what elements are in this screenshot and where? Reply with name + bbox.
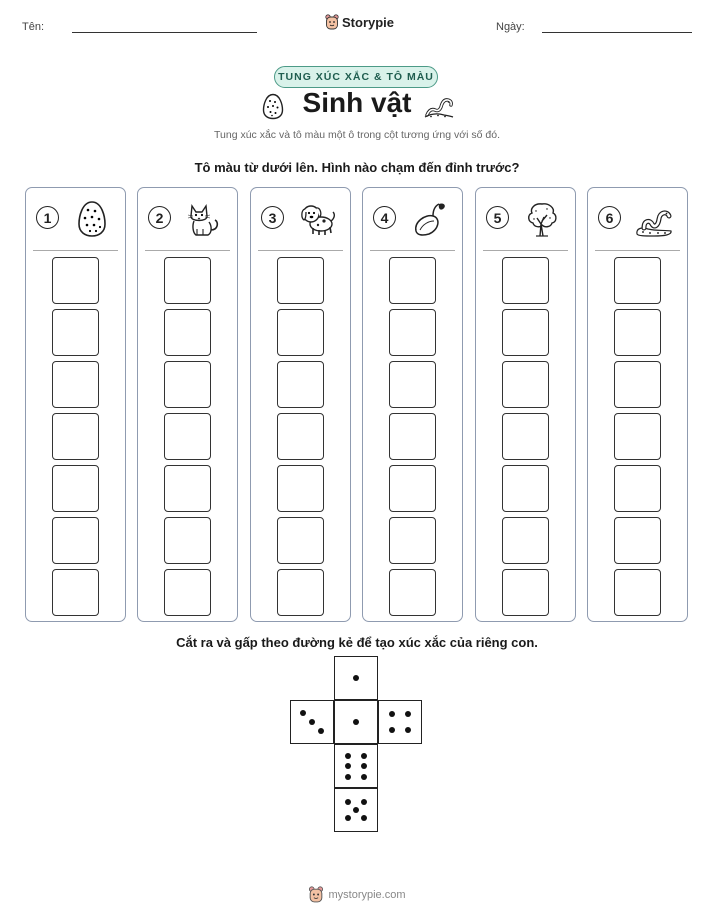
color-box[interactable] (502, 257, 549, 304)
die-pip (361, 799, 367, 805)
color-box[interactable] (277, 361, 324, 408)
color-box[interactable] (389, 465, 436, 512)
color-box[interactable] (164, 309, 211, 356)
instruction-bottom: Cắt ra và gấp theo đường kẻ để tạo xúc xắc của riêng con. (176, 635, 538, 650)
column-3 (250, 187, 351, 622)
color-box[interactable] (52, 309, 99, 356)
page-subtitle: Tung xúc xắc và tô màu một ô trong cột tương ứng với số đó. (214, 129, 500, 141)
color-box[interactable] (502, 517, 549, 564)
brand-name: Storypie (342, 14, 395, 30)
die-pip (361, 753, 367, 759)
seed-sprout-icon (409, 200, 449, 238)
color-box[interactable] (614, 257, 661, 304)
color-box[interactable] (502, 309, 549, 356)
die-pip (345, 774, 351, 780)
die-face (290, 700, 334, 744)
color-box[interactable] (389, 413, 436, 460)
dog-icon (297, 200, 337, 238)
column-number: 5 (486, 206, 509, 229)
column-5 (475, 187, 576, 622)
color-box[interactable] (614, 413, 661, 460)
column-number: 1 (36, 206, 59, 229)
die-face (334, 744, 378, 788)
die-pip (300, 710, 306, 716)
color-box[interactable] (389, 569, 436, 616)
color-box[interactable] (52, 569, 99, 616)
storypie-mascot-icon (325, 14, 339, 30)
color-box[interactable] (277, 517, 324, 564)
color-box[interactable] (52, 361, 99, 408)
page-title: Sinh vật (302, 87, 412, 118)
column-number: 4 (373, 206, 396, 229)
color-box[interactable] (614, 465, 661, 512)
color-box[interactable] (277, 257, 324, 304)
die-pip (405, 711, 411, 717)
color-box[interactable] (164, 257, 211, 304)
worm-icon (424, 94, 454, 119)
color-box[interactable] (614, 517, 661, 564)
color-box[interactable] (277, 413, 324, 460)
footer-url[interactable]: mystorypie.com (328, 888, 406, 901)
activity-badge: TUNG XÚC XẮC & TÔ MÀU (274, 66, 438, 88)
instruction-top: Tô màu từ dưới lên. Hình nào chạm đến đỉnh trước? (194, 160, 520, 175)
die-pip (361, 774, 367, 780)
die-pip (389, 711, 395, 717)
die-pip (353, 719, 359, 725)
die-pip (309, 719, 315, 725)
column-number: 6 (598, 206, 621, 229)
brand-logo (325, 14, 394, 30)
color-box[interactable] (164, 465, 211, 512)
die-pip (405, 727, 411, 733)
footer (0, 886, 714, 903)
cat-icon (184, 200, 224, 238)
die-pip (353, 675, 359, 681)
die-face (378, 700, 422, 744)
storypie-mascot-icon (308, 886, 324, 903)
color-box[interactable] (502, 413, 549, 460)
color-box[interactable] (502, 361, 549, 408)
die-pip (345, 763, 351, 769)
die-face (334, 788, 378, 832)
color-box[interactable] (389, 309, 436, 356)
die-pip (361, 763, 367, 769)
color-box[interactable] (614, 361, 661, 408)
date-label: Ngày: (496, 21, 525, 33)
die-face (334, 656, 378, 700)
column-6 (587, 187, 688, 622)
color-box[interactable] (389, 361, 436, 408)
color-box[interactable] (502, 569, 549, 616)
column-2 (137, 187, 238, 622)
color-box[interactable] (52, 517, 99, 564)
color-box[interactable] (614, 569, 661, 616)
color-box[interactable] (52, 257, 99, 304)
die-net (290, 656, 424, 836)
column-1 (25, 187, 126, 622)
color-box[interactable] (52, 465, 99, 512)
die-face (334, 700, 378, 744)
color-box[interactable] (164, 569, 211, 616)
column-number: 3 (261, 206, 284, 229)
die-pip (318, 728, 324, 734)
column-4 (362, 187, 463, 622)
color-box[interactable] (164, 361, 211, 408)
color-box[interactable] (389, 257, 436, 304)
column-number: 2 (148, 206, 171, 229)
color-box[interactable] (614, 309, 661, 356)
die-pip (345, 799, 351, 805)
color-box[interactable] (164, 413, 211, 460)
color-box[interactable] (277, 465, 324, 512)
color-box[interactable] (389, 517, 436, 564)
color-box[interactable] (52, 413, 99, 460)
worm-icon (634, 200, 674, 238)
color-box[interactable] (277, 309, 324, 356)
die-pip (345, 815, 351, 821)
color-box[interactable] (502, 465, 549, 512)
date-line[interactable] (542, 32, 692, 33)
die-pip (353, 807, 359, 813)
tree-icon (522, 200, 562, 238)
die-pip (361, 815, 367, 821)
egg-icon (72, 200, 112, 238)
die-pip (389, 727, 395, 733)
name-line[interactable] (72, 32, 257, 33)
name-label: Tên: (22, 21, 45, 33)
die-pip (345, 753, 351, 759)
color-box[interactable] (164, 517, 211, 564)
color-box[interactable] (277, 569, 324, 616)
